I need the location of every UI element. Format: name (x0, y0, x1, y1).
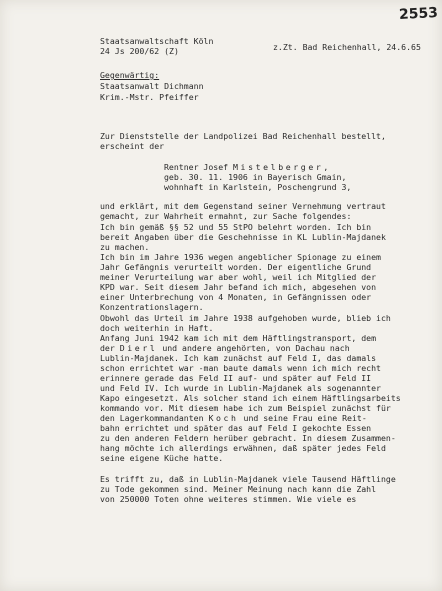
body-line: seine eigene Küche hatte. (100, 453, 224, 463)
witness-title: Rentner Josef (164, 162, 229, 172)
body-line (100, 343, 350, 353)
witness-address: wohnhaft in Karlstein, Poschengrund 3, (164, 182, 352, 192)
body-line: erinnere gerade das Feld II auf- und später auf Feld II (100, 373, 372, 383)
body-line: hang möchte ich allerdings erwähnen, daß später jedes Feld (100, 443, 386, 453)
handwritten-page-number: 2553 (398, 4, 439, 24)
body-line: zu den anderen Feldern herüber gebracht. In diesem Zusammen- (100, 433, 396, 443)
witness-surname: Mistelberger (233, 162, 324, 172)
body-line: Anfang Juni 1942 kam ich mit dem Häftlingstransport, dem (100, 333, 377, 343)
body-line: Es trifft zu, daß in Lublin-Majdanek viele Tausend Häftlinge (100, 474, 396, 484)
body-line: bahn errichtet und später das auf Feld I gekochte Essen (100, 423, 372, 433)
witness-comma: , (323, 162, 329, 172)
present-label: Gegenwärtig: (100, 70, 160, 80)
present-person-1: Staatsanwalt Dichmann (100, 81, 204, 91)
body-line: Kapo eingesetzt. Als solcher stand ich einem Häftlingsarbeits (100, 393, 401, 403)
body-line: Lublin-Majdanek. Ich kam zunächst auf Feld I, das damals (100, 353, 377, 363)
person-name: Dierl (119, 343, 158, 353)
body-text: und seine Frau eine Reit- (243, 413, 367, 423)
body-line: und Feld IV. Ich wurde in Lublin-Majdanek als sogenannter (100, 383, 381, 393)
body-line: Ich bin im Jahre 1936 wegen angeblicher Spionage zu einem (100, 252, 381, 262)
body-line: Konzentrationslagern. (100, 302, 204, 312)
header-reference: 24 Js 200/62 (Z) (100, 46, 179, 56)
body-line: einer Unterbrechung von 4 Monaten, in Gefängnissen oder (100, 292, 372, 302)
present-person-2: Krim.-Mstr. Pfeiffer (100, 92, 199, 102)
body-line: KPD war. Seit diesem Jahr befand ich mich, abgesehen von (100, 282, 377, 292)
body-line (100, 413, 367, 423)
body-line: Ich bin gemäß §§ 52 und 55 StPO belehrt worden. Ich bin (100, 222, 372, 232)
header-office: Staatsanwaltschaft Köln (100, 36, 214, 46)
body-line: gemacht, zur Wahrheit ermahnt, zur Sache folgendes: (100, 211, 352, 221)
witness-line-1 (164, 162, 328, 172)
body-line: zu Tode gekommen sind. Meiner Meinung nach kann die Zahl (100, 484, 377, 494)
body-line: von 250000 Toten ohne weiteres stimmen. Wie viele es (100, 494, 357, 504)
intro-line-1: Zur Dienststelle der Landpolizei Bad Reichenhall bestellt, (100, 131, 386, 141)
witness-birth: geb. 30. 11. 1906 in Bayerisch Gmain, (164, 172, 347, 182)
body-line: kommando vor. Mit diesem habe ich zum Beispiel zunächst für (100, 403, 391, 413)
body-line: und erklärt, mit dem Gegenstand seiner Vernehmung vertraut (100, 201, 386, 211)
intro-line-2: erscheint der (100, 141, 165, 151)
body-line: zu machen. (100, 242, 150, 252)
body-line: doch weiterhin in Haft. (100, 323, 214, 333)
body-line: schon errichtet war -man baute damals wenn ich mich recht (100, 363, 381, 373)
body-line: Obwohl das Urteil im Jahre 1938 aufgehoben wurde, blieb ich (100, 313, 391, 323)
body-text: den Lagerkommandanten (100, 413, 204, 423)
person-name: Koch (208, 413, 239, 423)
body-text: der (100, 343, 115, 353)
header-place-date: z.Zt. Bad Reichenhall, 24.6.65 (273, 42, 421, 52)
body-line: bereit Angaben über die Geschehnisse in KL Lublin-Majdanek (100, 232, 386, 242)
body-text: und andere angehörten, von Dachau nach (162, 343, 350, 353)
body-line: Jahr Gefängnis verurteilt worden. Der eigentliche Grund (100, 262, 372, 272)
body-line: meiner Verurteilung war aber wohl, weil ich Mitglied der (100, 272, 377, 282)
